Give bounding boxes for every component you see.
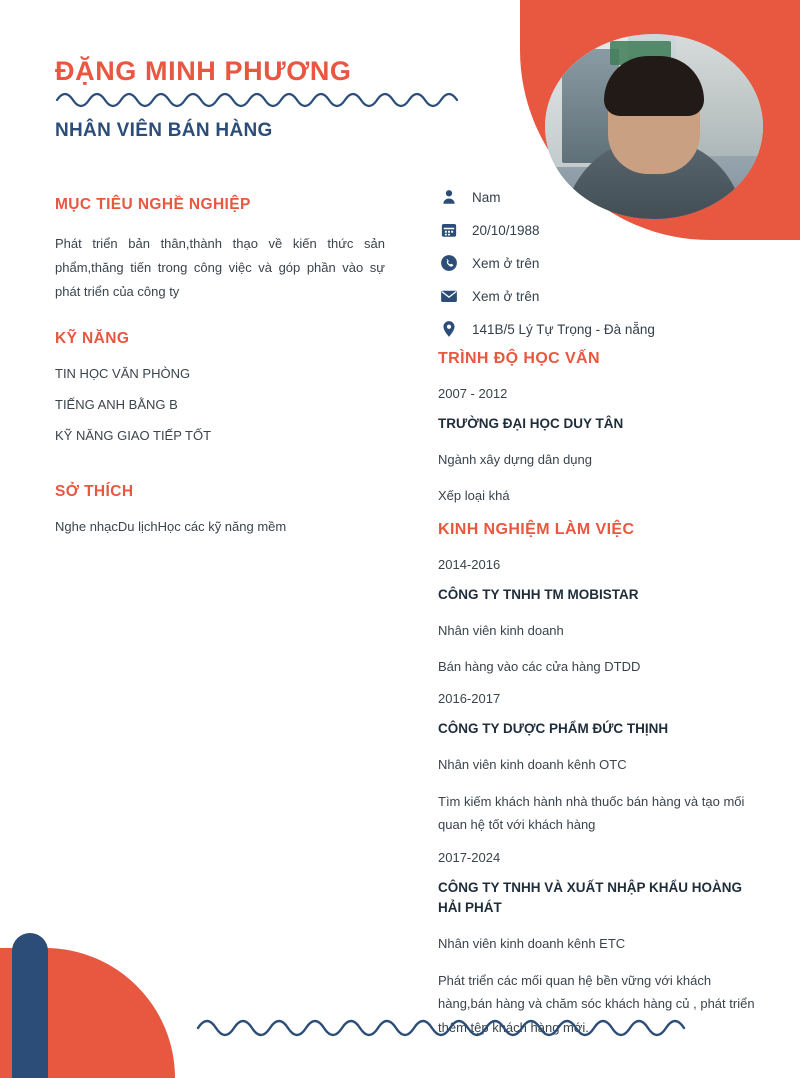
entry-detail: Nhân viên kinh doanh kênh OTC [438, 757, 627, 773]
section-title-education: TRÌNH ĐỘ HỌC VẤN [438, 350, 600, 367]
entry-detail: Bán hàng vào các cửa hàng DTDD [438, 659, 641, 675]
squiggle-divider-top [55, 90, 475, 116]
contact-value: Xem ở trên [472, 255, 540, 271]
contact-value: 20/10/1988 [472, 222, 540, 238]
entry-organization: CÔNG TY DƯỢC PHẨM ĐỨC THỊNH [438, 721, 669, 737]
left-column [55, 196, 385, 544]
entry-detail: Nhân viên kinh doanh kênh ETC [438, 936, 626, 952]
right-column [438, 350, 768, 1052]
footer-bar-decoration [12, 933, 48, 1078]
location-pin-icon [438, 318, 460, 340]
contact-row-birthdate [438, 219, 768, 241]
section-title-skills: KỸ NĂNG [55, 330, 130, 348]
contact-row-gender [438, 186, 768, 208]
section-title-objective: MỤC TIÊU NGHỀ NGHIỆP [55, 196, 251, 213]
entry-date: 2016-2017 [438, 691, 501, 707]
entry-organization: CÔNG TY TNHH TM MOBISTAR [438, 586, 639, 602]
experience-entry [438, 557, 768, 679]
list-item: TIN HỌC VĂN PHÒNG [55, 366, 191, 382]
spacer [55, 459, 385, 483]
entry-date: 2017-2024 [438, 849, 501, 865]
envelope-icon [438, 285, 460, 307]
contact-value: Nam [472, 189, 501, 205]
phone-icon [438, 252, 460, 274]
list-item: Nghe nhạcDu lịchHọc các kỹ năng mềm [55, 519, 287, 535]
entry-date: 2007 - 2012 [438, 386, 508, 401]
contact-row-phone [438, 252, 768, 274]
entry-detail: Phát triển các mối quan hệ bền vững với khách hàng,bán hàng và chăm sóc khách hàng củ , phát triển thêm tệp khách hàng mới. [438, 972, 755, 1035]
education-entry [438, 386, 768, 508]
section-title-hobbies: SỞ THÍCH [55, 483, 134, 501]
contact-row-address [438, 318, 768, 340]
experience-entry [438, 691, 768, 836]
page-subtitle: NHÂN VIÊN BÁN HÀNG [55, 120, 273, 141]
contact-list [438, 186, 768, 351]
experience-entry [438, 850, 768, 1039]
list-item: TIẾNG ANH BẰNG B [55, 397, 178, 413]
entry-detail: Ngành xây dựng dân dụng [438, 451, 592, 467]
contact-value: Xem ở trên [472, 288, 540, 304]
entry-organization: TRƯỜNG ĐẠI HỌC DUY TÂN [438, 416, 624, 431]
entry-date: 2014-2016 [438, 556, 501, 572]
calendar-icon [438, 219, 460, 241]
entry-detail: Tìm kiếm khách hành nhà thuốc bán hàng và tạo mối quan hệ tốt với khách hàng [438, 793, 745, 833]
contact-value: 141B/5 Lý Tự Trọng - Đà nẵng [472, 321, 655, 337]
objective-text: Phát triển bản thân,thành thạo về kiến thức sản phẩm,thăng tiến trong công việc và góp phần vào sự phát triển của công ty [55, 236, 385, 300]
entry-detail: Nhân viên kinh doanh [438, 622, 564, 638]
squiggle-divider-bottom [195, 1016, 700, 1046]
entry-detail: Xếp loại khá [438, 488, 510, 504]
contact-row-email [438, 285, 768, 307]
list-item: KỸ NĂNG GIAO TIẾP TỐT [55, 428, 212, 444]
page-title: ĐẶNG MINH PHƯƠNG [55, 56, 352, 86]
section-title-experience: KINH NGHIỆM LÀM VIỆC [438, 520, 635, 538]
person-icon [438, 186, 460, 208]
entry-organization: CÔNG TY TNHH VÀ XUẤT NHẬP KHẨU HOÀNG HẢI PHÁT [438, 879, 743, 916]
